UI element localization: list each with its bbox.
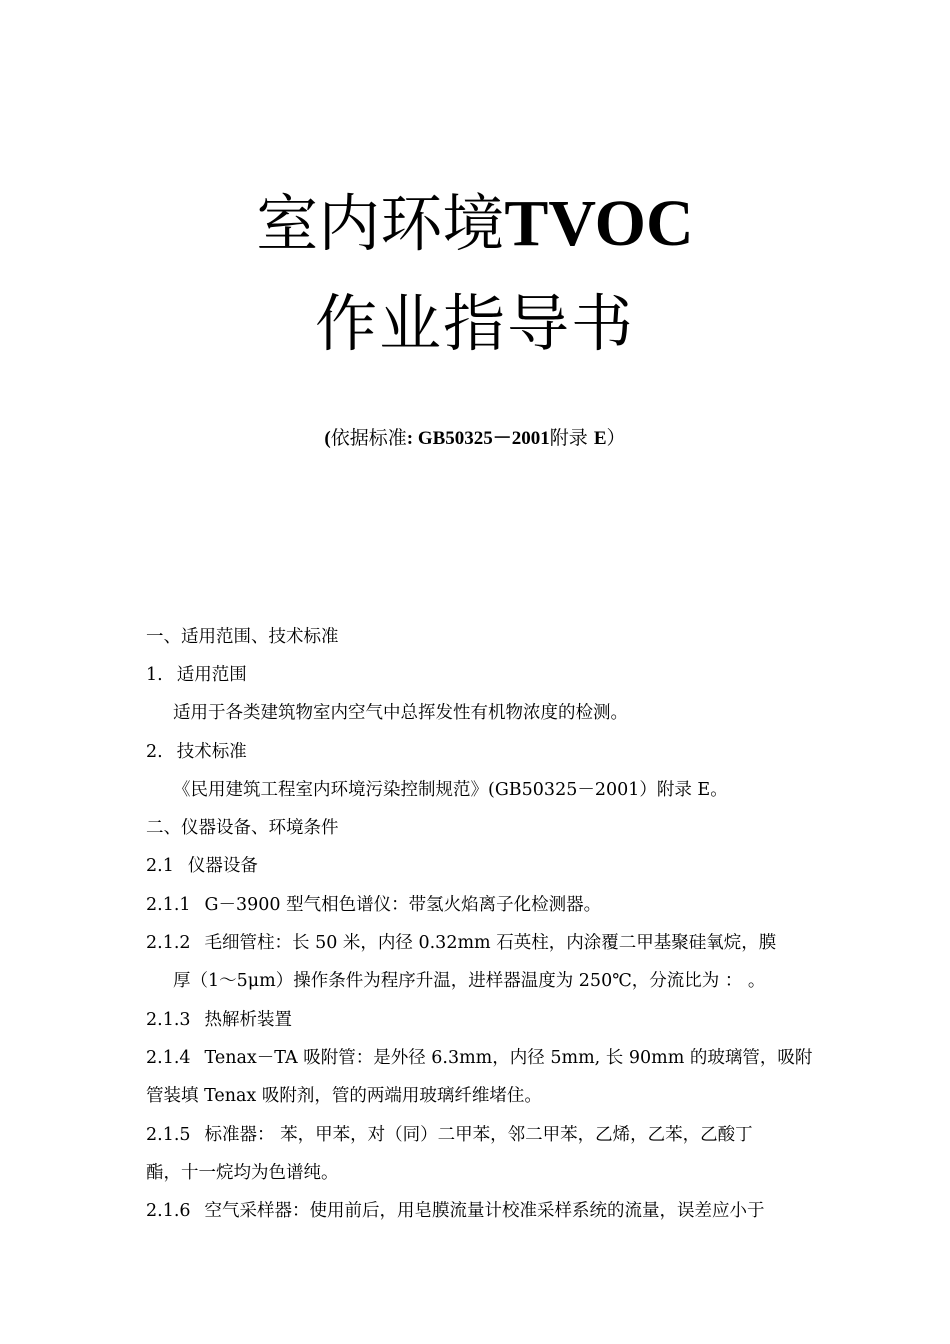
item-number: 2.1.3 xyxy=(146,1010,191,1030)
basis-appendix-letter: E xyxy=(593,428,607,449)
document-title-line2: 作业指导书 xyxy=(314,287,635,360)
item-2-1-3 xyxy=(146,1007,292,1033)
subsection-title: 仪器设备 xyxy=(187,856,258,876)
item-2-1-4-continued: 管装填 Tenax 吸附剂，管的两端用玻璃纤维堵住。 xyxy=(146,1086,542,1106)
item-number: 2.1.2 xyxy=(146,933,191,953)
section-heading-2: 二、仪器设备、环境条件 xyxy=(146,818,339,838)
title-latin: TVOC xyxy=(504,187,694,260)
document-title-line1 xyxy=(0,188,950,260)
item-2-1-6 xyxy=(146,1198,765,1224)
item-2-1-5-continued: 酯，十一烷均为色谱纯。 xyxy=(146,1163,339,1183)
item-number: 2.1.1 xyxy=(146,895,191,915)
subsection-number: 1. xyxy=(146,665,163,685)
basis-open: ( xyxy=(324,428,331,449)
item-number: 2.1.5 xyxy=(146,1125,191,1145)
subsection-1-1 xyxy=(146,662,247,688)
basis-label: 依据标准 xyxy=(330,427,407,449)
section-heading-1: 一、适用范围、技术标准 xyxy=(146,627,339,647)
basis-standard: GB50325－2001 xyxy=(417,428,550,449)
item-text: 空气采样器：使用前后，用皂膜流量计校准采样系统的流量，误差应小于 xyxy=(204,1201,765,1221)
basis-close: ） xyxy=(606,427,626,449)
item-2-1-2 xyxy=(146,930,776,956)
subsection-2-1 xyxy=(146,853,258,879)
item-text: G－3900 型气相色谱仪：带氢火焰离子化检测器。 xyxy=(204,895,602,915)
basis-colon: : xyxy=(406,428,418,449)
subsection-title: 适用范围 xyxy=(176,665,247,685)
subsection-title: 技术标准 xyxy=(176,742,247,762)
title-cjk: 室内环境 xyxy=(256,187,505,260)
item-number: 2.1.6 xyxy=(146,1201,191,1221)
basis-appendix: 附录 xyxy=(549,427,588,449)
paragraph-scope: 适用于各类建筑物室内空气中总挥发性有机物浓度的检测。 xyxy=(173,703,628,723)
item-text: 毛细管柱：长 50 米，内径 0.32mm 石英柱，内涂覆二甲基聚硅氧烷，膜 xyxy=(204,933,777,953)
subsection-number: 2. xyxy=(146,742,163,762)
subsection-1-2 xyxy=(146,739,247,765)
item-text: Tenax－TA 吸附管：是外径 6.3mm，内径 5mm, 长 90mm 的玻璃管，吸附 xyxy=(204,1048,813,1068)
item-2-1-4 xyxy=(146,1045,812,1071)
item-2-1-5 xyxy=(146,1122,753,1148)
item-2-1-1 xyxy=(146,892,601,918)
paragraph-standard: 《民用建筑工程室内环境污染控制规范》(GB50325－2001）附录 E。 xyxy=(173,780,728,800)
item-number: 2.1.4 xyxy=(146,1048,191,1068)
item-text: 热解析装置 xyxy=(204,1010,293,1030)
item-text: 标准器： 苯，甲苯，对（同）二甲苯，邻二甲苯，乙烯，乙苯，乙酸丁 xyxy=(204,1125,753,1145)
standard-basis xyxy=(0,424,950,453)
item-2-1-2-continued: 厚（1～5μm）操作条件为程序升温，进样器温度为 250℃，分流比为 ： 。 xyxy=(173,971,766,991)
subsection-number: 2.1 xyxy=(146,856,174,876)
